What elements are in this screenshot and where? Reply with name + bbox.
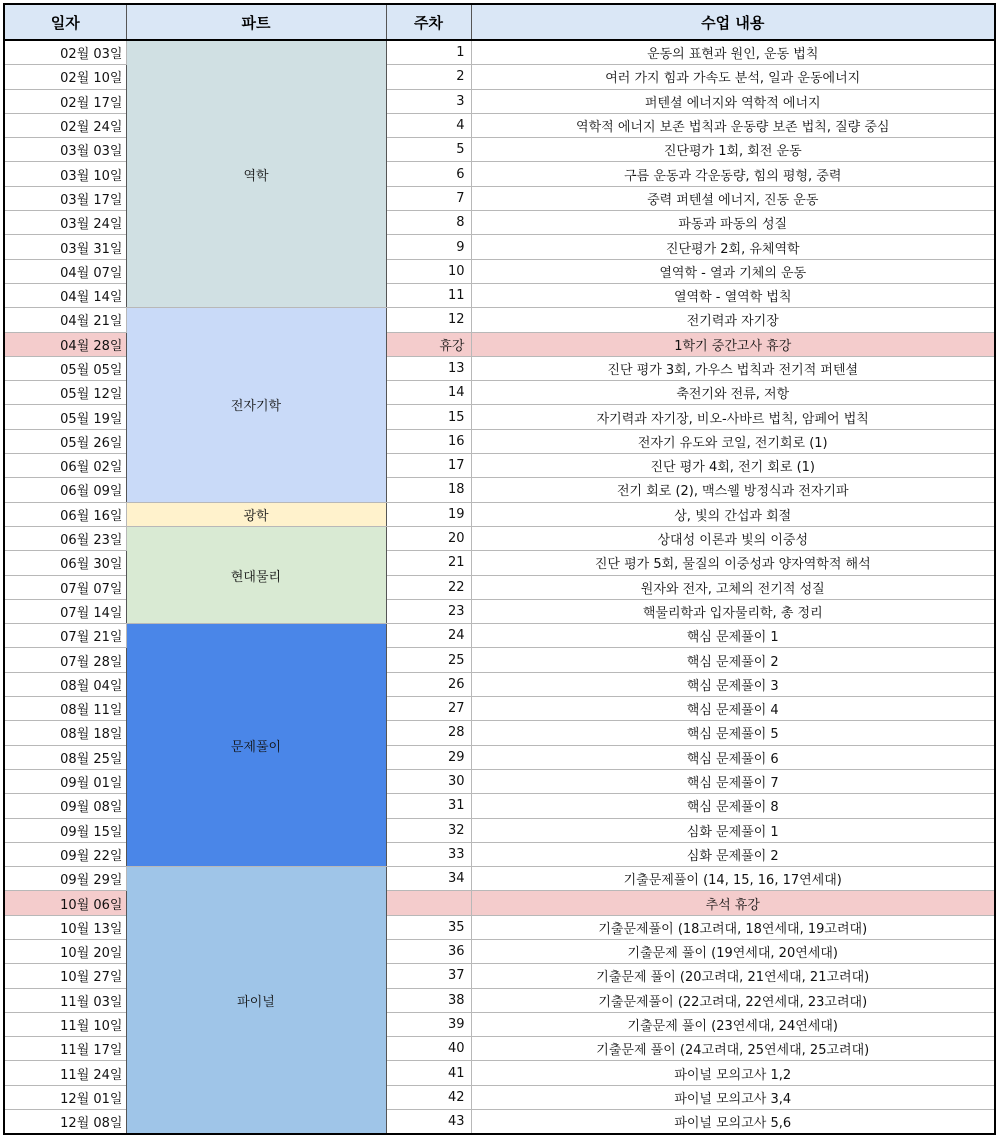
week-cell[interactable]: 3 bbox=[386, 89, 471, 113]
week-cell[interactable]: 14 bbox=[386, 381, 471, 405]
date-cell[interactable]: 02월 03일 bbox=[4, 40, 126, 65]
date-cell[interactable]: 11월 10일 bbox=[4, 1012, 126, 1036]
content-cell[interactable]: 기출문제 풀이 (20고려대, 21연세대, 21고려대) bbox=[471, 964, 995, 988]
part-cell[interactable]: 현대물리 bbox=[126, 526, 386, 623]
content-cell[interactable]: 상대성 이론과 빛의 이중성 bbox=[471, 526, 995, 550]
content-cell[interactable]: 추석 휴강 bbox=[471, 891, 995, 915]
date-cell[interactable]: 11월 03일 bbox=[4, 988, 126, 1012]
content-cell[interactable]: 핵물리학과 입자물리학, 총 정리 bbox=[471, 599, 995, 623]
week-cell[interactable]: 25 bbox=[386, 648, 471, 672]
content-cell[interactable]: 진단평가 2회, 유체역학 bbox=[471, 235, 995, 259]
part-cell[interactable]: 전자기학 bbox=[126, 308, 386, 502]
part-cell[interactable]: 역학 bbox=[126, 40, 386, 308]
header-date: 일자 bbox=[4, 4, 126, 40]
header-content: 수업 내용 bbox=[471, 4, 995, 40]
date-cell[interactable]: 09월 08일 bbox=[4, 794, 126, 818]
week-cell[interactable]: 22 bbox=[386, 575, 471, 599]
part-cell[interactable]: 파이널 bbox=[126, 867, 386, 1135]
week-cell[interactable]: 26 bbox=[386, 672, 471, 696]
week-cell[interactable]: 41 bbox=[386, 1061, 471, 1085]
content-cell[interactable]: 파이널 모의고사 5,6 bbox=[471, 1110, 995, 1135]
date-cell[interactable]: 11월 17일 bbox=[4, 1037, 126, 1061]
week-cell[interactable]: 29 bbox=[386, 745, 471, 769]
schedule-body bbox=[4, 40, 995, 1134]
week-cell[interactable]: 33 bbox=[386, 842, 471, 866]
week-cell[interactable]: 휴강 bbox=[386, 332, 471, 356]
content-cell[interactable]: 기출문제 풀이 (23연세대, 24연세대) bbox=[471, 1012, 995, 1036]
week-cell[interactable]: 31 bbox=[386, 794, 471, 818]
week-cell[interactable]: 36 bbox=[386, 939, 471, 963]
content-cell[interactable]: 전기력과 자기장 bbox=[471, 308, 995, 332]
week-cell[interactable] bbox=[386, 891, 471, 915]
table-row[interactable] bbox=[4, 624, 995, 648]
week-cell[interactable]: 2 bbox=[386, 65, 471, 89]
date-cell[interactable]: 03월 24일 bbox=[4, 211, 126, 235]
content-cell[interactable]: 여러 가지 힘과 가속도 분석, 일과 운동에너지 bbox=[471, 65, 995, 89]
week-cell[interactable]: 28 bbox=[386, 721, 471, 745]
content-cell[interactable]: 구름 운동과 각운동량, 힘의 평형, 중력 bbox=[471, 162, 995, 186]
date-cell[interactable]: 04월 28일 bbox=[4, 332, 126, 356]
content-cell[interactable]: 핵심 문제풀이 5 bbox=[471, 721, 995, 745]
schedule-table bbox=[3, 3, 996, 1135]
date-cell[interactable]: 08월 25일 bbox=[4, 745, 126, 769]
date-cell[interactable]: 09월 22일 bbox=[4, 842, 126, 866]
content-cell[interactable]: 기출문제 풀이 (19연세대, 20연세대) bbox=[471, 939, 995, 963]
header-part: 파트 bbox=[126, 4, 386, 40]
date-cell[interactable]: 11월 24일 bbox=[4, 1061, 126, 1085]
week-cell[interactable]: 13 bbox=[386, 356, 471, 380]
content-cell[interactable]: 축전기와 전류, 저항 bbox=[471, 381, 995, 405]
date-cell[interactable]: 03월 03일 bbox=[4, 138, 126, 162]
week-cell[interactable]: 21 bbox=[386, 551, 471, 575]
date-cell[interactable]: 07월 28일 bbox=[4, 648, 126, 672]
week-cell[interactable]: 16 bbox=[386, 429, 471, 453]
content-cell[interactable]: 상, 빛의 간섭과 회절 bbox=[471, 502, 995, 526]
content-cell[interactable]: 핵심 문제풀이 3 bbox=[471, 672, 995, 696]
schedule-sheet bbox=[3, 3, 996, 1135]
date-cell[interactable]: 09월 29일 bbox=[4, 867, 126, 891]
date-cell[interactable]: 10월 20일 bbox=[4, 939, 126, 963]
content-cell[interactable]: 파이널 모의고사 3,4 bbox=[471, 1085, 995, 1109]
week-cell[interactable]: 38 bbox=[386, 988, 471, 1012]
week-cell[interactable]: 19 bbox=[386, 502, 471, 526]
content-cell[interactable]: 핵심 문제풀이 1 bbox=[471, 624, 995, 648]
table-row[interactable] bbox=[4, 502, 995, 526]
date-cell[interactable]: 08월 04일 bbox=[4, 672, 126, 696]
week-cell[interactable]: 18 bbox=[386, 478, 471, 502]
week-cell[interactable]: 23 bbox=[386, 599, 471, 623]
part-cell[interactable]: 문제풀이 bbox=[126, 624, 386, 867]
week-cell[interactable]: 20 bbox=[386, 526, 471, 550]
content-cell[interactable]: 전자기 유도와 코일, 전기회로 (1) bbox=[471, 429, 995, 453]
header-week: 주차 bbox=[386, 4, 471, 40]
date-cell[interactable]: 12월 01일 bbox=[4, 1085, 126, 1109]
date-cell[interactable]: 04월 21일 bbox=[4, 308, 126, 332]
week-cell[interactable]: 11 bbox=[386, 283, 471, 307]
week-cell[interactable]: 5 bbox=[386, 138, 471, 162]
week-cell[interactable]: 30 bbox=[386, 769, 471, 793]
week-cell[interactable]: 12 bbox=[386, 308, 471, 332]
week-cell[interactable]: 27 bbox=[386, 697, 471, 721]
date-cell[interactable]: 06월 16일 bbox=[4, 502, 126, 526]
content-cell[interactable]: 운동의 표현과 원인, 운동 법칙 bbox=[471, 40, 995, 65]
content-cell[interactable]: 전기 회로 (2), 맥스웰 방정식과 전자기파 bbox=[471, 478, 995, 502]
content-cell[interactable]: 진단 평가 4회, 전기 회로 (1) bbox=[471, 454, 995, 478]
date-cell[interactable]: 02월 24일 bbox=[4, 113, 126, 137]
table-row[interactable] bbox=[4, 40, 995, 65]
table-row[interactable] bbox=[4, 867, 995, 891]
date-cell[interactable]: 07월 07일 bbox=[4, 575, 126, 599]
date-cell[interactable]: 10월 06일 bbox=[4, 891, 126, 915]
week-cell[interactable]: 32 bbox=[386, 818, 471, 842]
date-cell[interactable]: 02월 17일 bbox=[4, 89, 126, 113]
date-cell[interactable]: 03월 31일 bbox=[4, 235, 126, 259]
content-cell[interactable]: 핵심 문제풀이 2 bbox=[471, 648, 995, 672]
content-cell[interactable]: 핵심 문제풀이 7 bbox=[471, 769, 995, 793]
week-cell[interactable]: 15 bbox=[386, 405, 471, 429]
date-cell[interactable]: 04월 14일 bbox=[4, 283, 126, 307]
content-cell[interactable]: 핵심 문제풀이 8 bbox=[471, 794, 995, 818]
date-cell[interactable]: 07월 14일 bbox=[4, 599, 126, 623]
week-cell[interactable]: 37 bbox=[386, 964, 471, 988]
date-cell[interactable]: 09월 15일 bbox=[4, 818, 126, 842]
week-cell[interactable]: 17 bbox=[386, 454, 471, 478]
content-cell[interactable]: 파동과 파동의 성질 bbox=[471, 211, 995, 235]
date-cell[interactable]: 07월 21일 bbox=[4, 624, 126, 648]
week-cell[interactable]: 34 bbox=[386, 867, 471, 891]
date-cell[interactable]: 03월 10일 bbox=[4, 162, 126, 186]
date-cell[interactable]: 08월 11일 bbox=[4, 697, 126, 721]
content-cell[interactable]: 기출문제풀이 (14, 15, 16, 17연세대) bbox=[471, 867, 995, 891]
date-cell[interactable]: 06월 30일 bbox=[4, 551, 126, 575]
date-cell[interactable]: 06월 09일 bbox=[4, 478, 126, 502]
content-cell[interactable]: 심화 문제풀이 2 bbox=[471, 842, 995, 866]
content-cell[interactable]: 역학적 에너지 보존 법칙과 운동량 보존 법칙, 질량 중심 bbox=[471, 113, 995, 137]
content-cell[interactable]: 1학기 중간고사 휴강 bbox=[471, 332, 995, 356]
date-cell[interactable]: 02월 10일 bbox=[4, 65, 126, 89]
content-cell[interactable]: 핵심 문제풀이 4 bbox=[471, 697, 995, 721]
content-cell[interactable]: 열역학 - 열과 기체의 운동 bbox=[471, 259, 995, 283]
week-cell[interactable]: 6 bbox=[386, 162, 471, 186]
content-cell[interactable]: 원자와 전자, 고체의 전기적 성질 bbox=[471, 575, 995, 599]
content-cell[interactable]: 열역학 - 열역학 법칙 bbox=[471, 283, 995, 307]
week-cell[interactable]: 35 bbox=[386, 915, 471, 939]
content-cell[interactable]: 진단평가 1회, 회전 운동 bbox=[471, 138, 995, 162]
content-cell[interactable]: 기출문제풀이 (18고려대, 18연세대, 19고려대) bbox=[471, 915, 995, 939]
content-cell[interactable]: 파이널 모의고사 1,2 bbox=[471, 1061, 995, 1085]
week-cell[interactable]: 4 bbox=[386, 113, 471, 137]
date-cell[interactable]: 06월 02일 bbox=[4, 454, 126, 478]
date-cell[interactable]: 05월 12일 bbox=[4, 381, 126, 405]
date-cell[interactable]: 10월 13일 bbox=[4, 915, 126, 939]
week-cell[interactable]: 39 bbox=[386, 1012, 471, 1036]
date-cell[interactable]: 03월 17일 bbox=[4, 186, 126, 210]
content-cell[interactable]: 진단 평가 5회, 물질의 이중성과 양자역학적 해석 bbox=[471, 551, 995, 575]
date-cell[interactable]: 05월 19일 bbox=[4, 405, 126, 429]
content-cell[interactable]: 심화 문제풀이 1 bbox=[471, 818, 995, 842]
header-row bbox=[4, 4, 995, 40]
content-cell[interactable]: 중력 퍼텐셜 에너지, 진동 운동 bbox=[471, 186, 995, 210]
date-cell[interactable]: 04월 07일 bbox=[4, 259, 126, 283]
date-cell[interactable]: 09월 01일 bbox=[4, 769, 126, 793]
date-cell[interactable]: 05월 26일 bbox=[4, 429, 126, 453]
week-cell[interactable]: 10 bbox=[386, 259, 471, 283]
date-cell[interactable]: 10월 27일 bbox=[4, 964, 126, 988]
content-cell[interactable]: 자기력과 자기장, 비오-사바르 법칙, 암페어 법칙 bbox=[471, 405, 995, 429]
week-cell[interactable]: 1 bbox=[386, 40, 471, 65]
week-cell[interactable]: 7 bbox=[386, 186, 471, 210]
part-cell[interactable]: 광학 bbox=[126, 502, 386, 526]
date-cell[interactable]: 08월 18일 bbox=[4, 721, 126, 745]
table-row[interactable] bbox=[4, 526, 995, 550]
content-cell[interactable]: 퍼텐셜 에너지와 역학적 에너지 bbox=[471, 89, 995, 113]
date-cell[interactable]: 06월 23일 bbox=[4, 526, 126, 550]
week-cell[interactable]: 40 bbox=[386, 1037, 471, 1061]
week-cell[interactable]: 9 bbox=[386, 235, 471, 259]
content-cell[interactable]: 기출문제풀이 (22고려대, 22연세대, 23고려대) bbox=[471, 988, 995, 1012]
date-cell[interactable]: 05월 05일 bbox=[4, 356, 126, 380]
week-cell[interactable]: 8 bbox=[386, 211, 471, 235]
week-cell[interactable]: 43 bbox=[386, 1110, 471, 1135]
content-cell[interactable]: 기출문제 풀이 (24고려대, 25연세대, 25고려대) bbox=[471, 1037, 995, 1061]
date-cell[interactable]: 12월 08일 bbox=[4, 1110, 126, 1135]
content-cell[interactable]: 진단 평가 3회, 가우스 법칙과 전기적 퍼텐셜 bbox=[471, 356, 995, 380]
week-cell[interactable]: 42 bbox=[386, 1085, 471, 1109]
table-row[interactable] bbox=[4, 308, 995, 332]
week-cell[interactable]: 24 bbox=[386, 624, 471, 648]
content-cell[interactable]: 핵심 문제풀이 6 bbox=[471, 745, 995, 769]
